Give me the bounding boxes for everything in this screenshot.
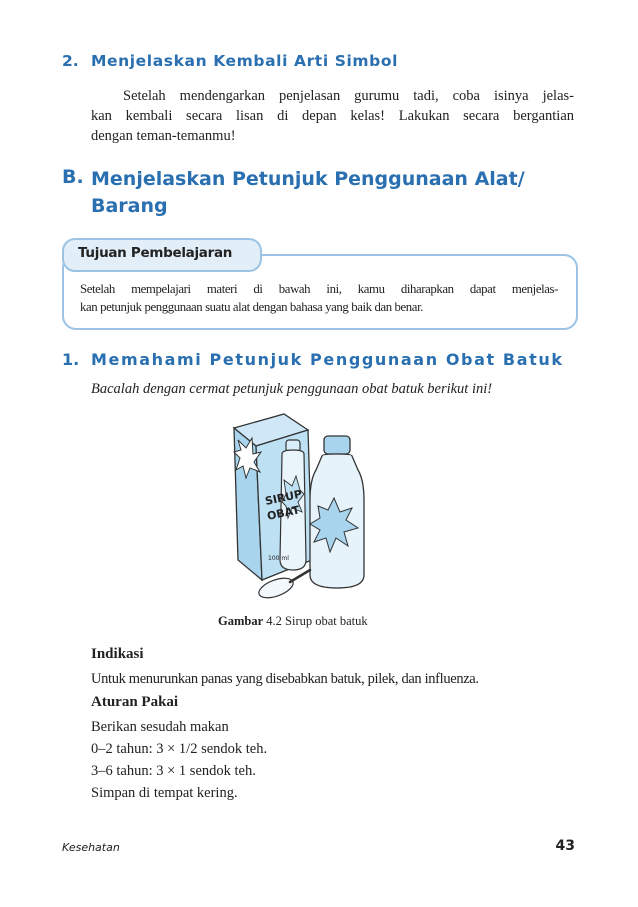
section-b-number: B. [62, 166, 84, 188]
page-number: 43 [555, 838, 575, 854]
caption-text: 4.2 Sirup obat batuk [263, 614, 368, 628]
section-1-number: 1. [62, 350, 80, 369]
learning-objective-label: Tujuan Pembelajaran [78, 245, 233, 261]
indikasi-heading: Indikasi [91, 646, 144, 662]
objective-line: Setelah mempelajari materi di bawah ini, kamu diharapkan dapat menjelas- [80, 282, 558, 296]
figure-caption [218, 614, 368, 629]
learning-objective-text [80, 280, 558, 316]
box-text-obat: OBAT [265, 503, 301, 523]
aturan-line: 3–6 tahun: 3 × 1 sendok teh. [91, 763, 256, 779]
cough-syrup-illustration [226, 410, 376, 610]
aturan-line: 0–2 tahun: 3 × 1/2 sendok teh. [91, 741, 268, 757]
box-volume: 100 ml [268, 555, 289, 562]
aturan-line: Simpan di tempat kering. [91, 785, 238, 801]
section-2-paragraph [91, 86, 574, 146]
section-b-title-line: Menjelaskan Petunjuk Penggunaan Alat/ [91, 168, 525, 190]
objective-line: kan petunjuk penggunaan suatu alat dengan bahasa yang baik dan benar. [80, 300, 424, 314]
section-b-title [91, 166, 561, 220]
section-b-title-line: Barang [91, 195, 168, 217]
section-1-title: Memahami Petunjuk Penggunaan Obat Batuk [91, 350, 564, 369]
box-text-sirup: SIRUP [263, 487, 304, 508]
caption-label: Gambar [218, 614, 264, 628]
paragraph-line: kan kembali secara lisan di depan kelas! Lakukan secara bergantian [91, 108, 574, 124]
aturan-heading: Aturan Pakai [91, 694, 179, 710]
section-2-title: Menjelaskan Kembali Arti Simbol [91, 52, 399, 70]
aturan-line: Berikan sesudah makan [91, 719, 229, 735]
paragraph-line: dengan teman-temanmu! [91, 128, 236, 144]
indikasi-text: Untuk menurunkan panas yang disebabkan batuk, pilek, dan influenza. [91, 671, 479, 687]
section-1-instruction: Bacalah dengan cermat petunjuk penggunaan obat batuk berikut ini! [91, 381, 493, 397]
section-2-number: 2. [62, 52, 79, 70]
footer-subject: Kesehatan [62, 841, 120, 854]
paragraph-line: Setelah mendengarkan penjelasan gurumu tadi, coba isinya jelas- [123, 88, 574, 104]
